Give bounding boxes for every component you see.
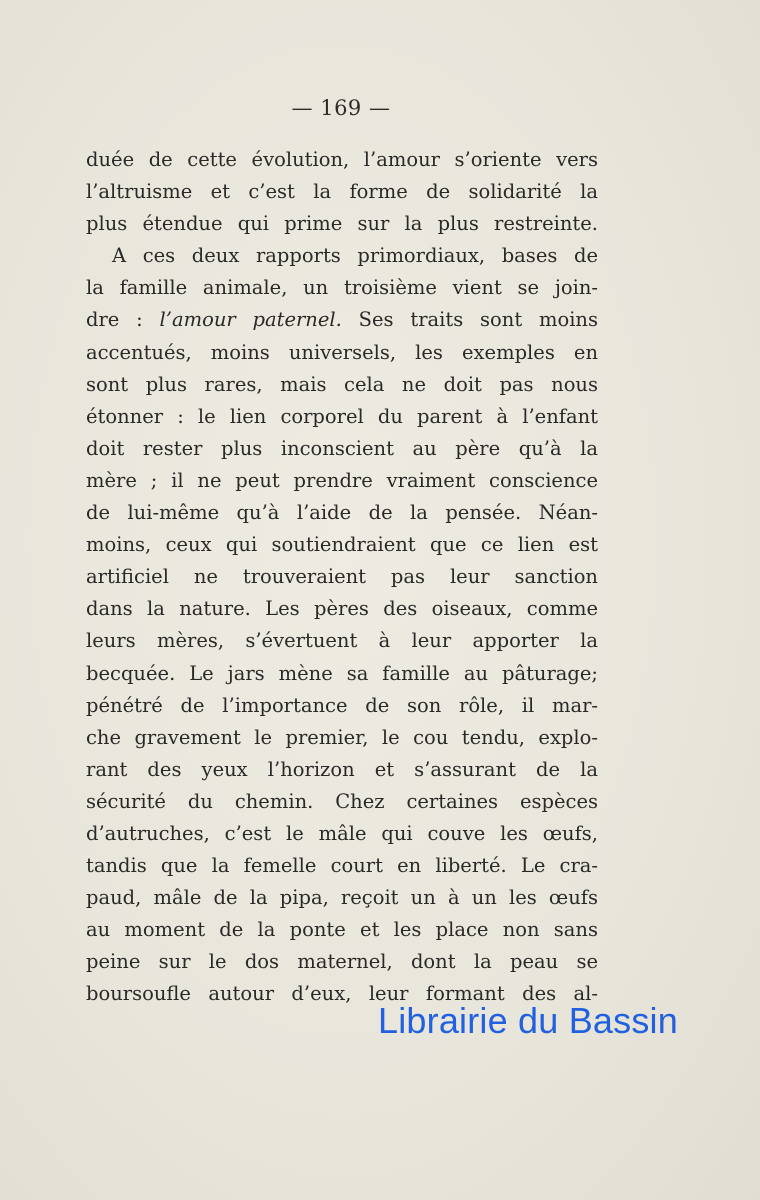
text-line: paud, mâle de la pipa, reçoit un à un les œufs — [86, 886, 598, 910]
text-line: sont plus rares, mais cela ne doit pas nous — [86, 372, 598, 396]
text-line: dans la nature. Les pères des oiseaux, comme — [86, 597, 598, 621]
text-line: leurs mères, s’évertuent à leur apporter la — [86, 629, 598, 653]
text-fragment: dre : — [86, 308, 143, 332]
text-line: doit rester plus inconscient au père qu’à la — [86, 436, 598, 460]
italic-phrase: l’amour paternel. — [159, 308, 342, 332]
text-line: de lui-même qu’à l’aide de la pensée. Néan- — [86, 501, 598, 525]
page-number: — 169 — — [291, 96, 391, 120]
text-line: rant des yeux l’horizon et s’assurant de la — [86, 757, 598, 781]
text-line: accentués, moins universels, les exemples en — [86, 340, 598, 364]
text-line: moins, ceux qui soutiendraient que ce lien est — [86, 533, 598, 557]
text-line: tandis que la femelle court en liberté. Le cra- — [86, 854, 598, 878]
text-line: peine sur le dos maternel, dont la peau se — [86, 950, 598, 974]
text-line: d’autruches, c’est le mâle qui couve les œufs, — [86, 821, 598, 845]
text-line: la famille animale, un troisième vient se join- — [86, 276, 598, 300]
text-line: étonner : le lien corporel du parent à l’enfant — [86, 404, 598, 428]
text-line: plus étendue qui prime sur la plus restreinte. — [86, 212, 598, 236]
text-line: au moment de la ponte et les place non sans — [86, 918, 598, 942]
text-line: che gravement le premier, le cou tendu, explo- — [86, 725, 598, 749]
text-line: A ces deux rapports primordiaux, bases de — [112, 244, 598, 268]
text-line: duée de cette évolution, l’amour s’oriente vers — [86, 148, 598, 171]
text-fragment: Ses traits sont moins — [358, 308, 598, 332]
text-line: boursoufle autour d’eux, leur formant des al- — [86, 982, 598, 1006]
text-line: pénétré de l’importance de son rôle, il mar- — [86, 693, 598, 717]
body-text — [86, 144, 598, 1011]
text-line: l’altruisme et c’est la forme de solidarité la — [86, 180, 598, 204]
text-line-mixed — [86, 304, 598, 336]
text-line: sécurité du chemin. Chez certaines espèces — [86, 789, 598, 813]
watermark: Librairie du Bassin — [378, 1000, 678, 1041]
text-line: mère ; il ne peut prendre vraiment conscience — [86, 468, 598, 492]
text-line: becquée. Le jars mène sa famille au pâturage; — [86, 661, 598, 685]
text-line: artificiel ne trouveraient pas leur sanction — [86, 565, 598, 589]
